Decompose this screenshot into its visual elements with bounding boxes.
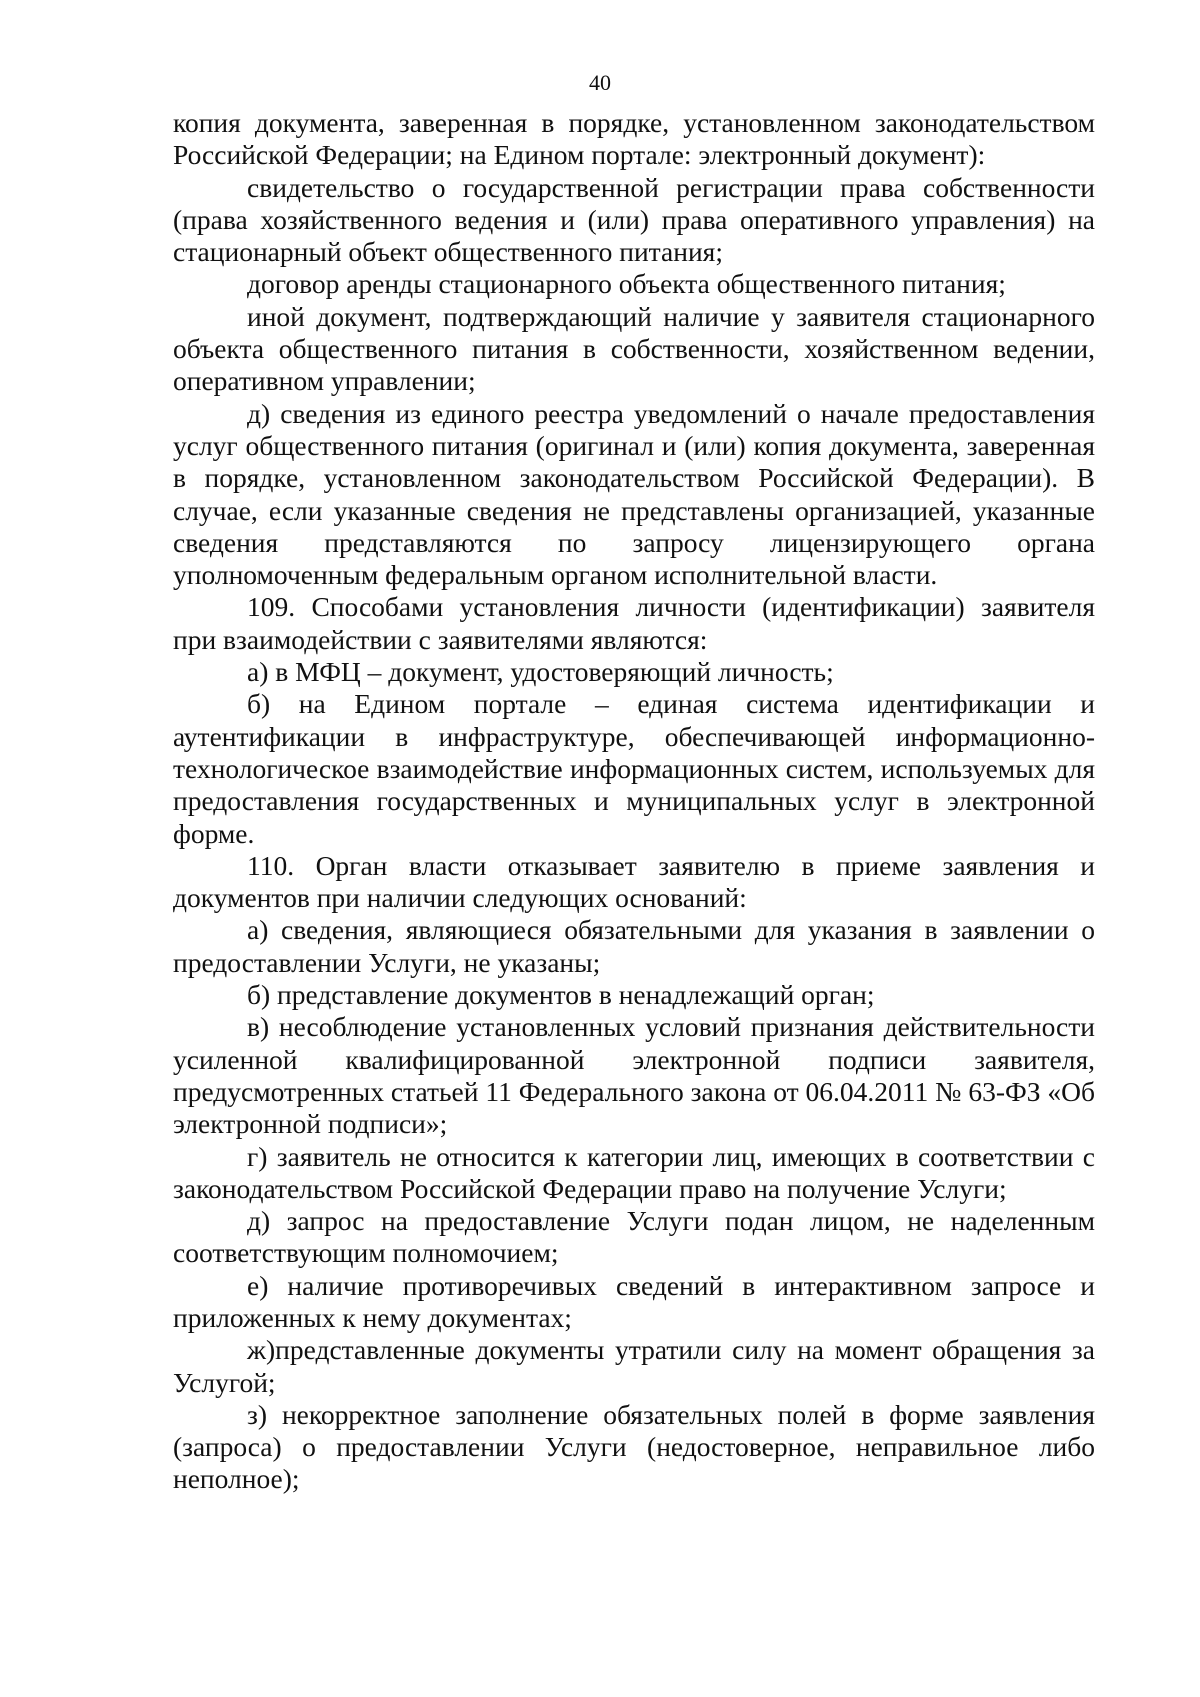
- paragraph: 109. Способами установления личности (идентификации) заявителя при взаимодействии с заявителями являются:: [173, 591, 1095, 655]
- paragraph: д) сведения из единого реестра уведомлений о начале предоставления услуг общественного питания (оригинал и (или) копия документа, заверенная в порядке, установленном законодательством Российской Федерации). В случае, если указанные сведения не представлены организацией, указанные сведения представляются по запросу лицензирующего органа уполномоченным федеральным органом исполнительной власти.: [173, 397, 1095, 591]
- document-body: [173, 107, 1095, 1496]
- paragraph: з) некорректное заполнение обязательных полей в форме заявления (запроса) о предоставлении Услуги (недостоверное, неправильное либо неполное);: [173, 1398, 1095, 1495]
- paragraph: б) на Едином портале – единая система идентификации и аутентификации в инфраструктуре, обеспечивающей информационно-технологическое взаимодействие информационных систем, используемых для предоставления государственных и муниципальных услуг в электронной форме.: [173, 688, 1095, 849]
- paragraph: свидетельство о государственной регистрации права собственности (права хозяйственного ведения и (или) права оперативного управления) на стационарный объект общественного питания;: [173, 171, 1095, 268]
- paragraph: д) запрос на предоставление Услуги подан лицом, не наделенным соответствующим полномочием;: [173, 1205, 1095, 1269]
- paragraph: б) представление документов в ненадлежащий орган;: [247, 979, 875, 1011]
- paragraph: г) заявитель не относится к категории лиц, имеющих в соответствии с законодательством Российской Федерации право на получение Услуги;: [173, 1140, 1095, 1204]
- paragraph: е) наличие противоречивых сведений в интерактивном запросе и приложенных к нему документах;: [173, 1269, 1095, 1333]
- paragraph: а) в МФЦ – документ, удостоверяющий личность;: [247, 656, 834, 688]
- paragraph: ж)представленные документы утратили силу на момент обращения за Услугой;: [173, 1334, 1095, 1398]
- paragraph: иной документ, подтверждающий наличие у заявителя стационарного объекта общественного питания в собственности, хозяйственном ведении, оперативном управлении;: [173, 300, 1095, 397]
- paragraph: а) сведения, являющиеся обязательными для указания в заявлении о предоставлении Услуги, не указаны;: [173, 914, 1095, 978]
- page-number: 40: [589, 70, 611, 95]
- paragraph: в) несоблюдение установленных условий признания действительности усиленной квалифицированной электронной подписи заявителя, предусмотренных статьей 11 Федерального закона от 06.04.2011 № 63-ФЗ «Об электронной подписи»;: [173, 1011, 1095, 1140]
- paragraph: 110. Орган власти отказывает заявителю в приеме заявления и документов при наличии следующих оснований:: [173, 849, 1095, 914]
- paragraph: копия документа, заверенная в порядке, установленном законодательством Российской Федерации; на Едином портале: электронный документ):: [173, 107, 1095, 171]
- paragraph: договор аренды стационарного объекта общественного питания;: [247, 268, 1006, 300]
